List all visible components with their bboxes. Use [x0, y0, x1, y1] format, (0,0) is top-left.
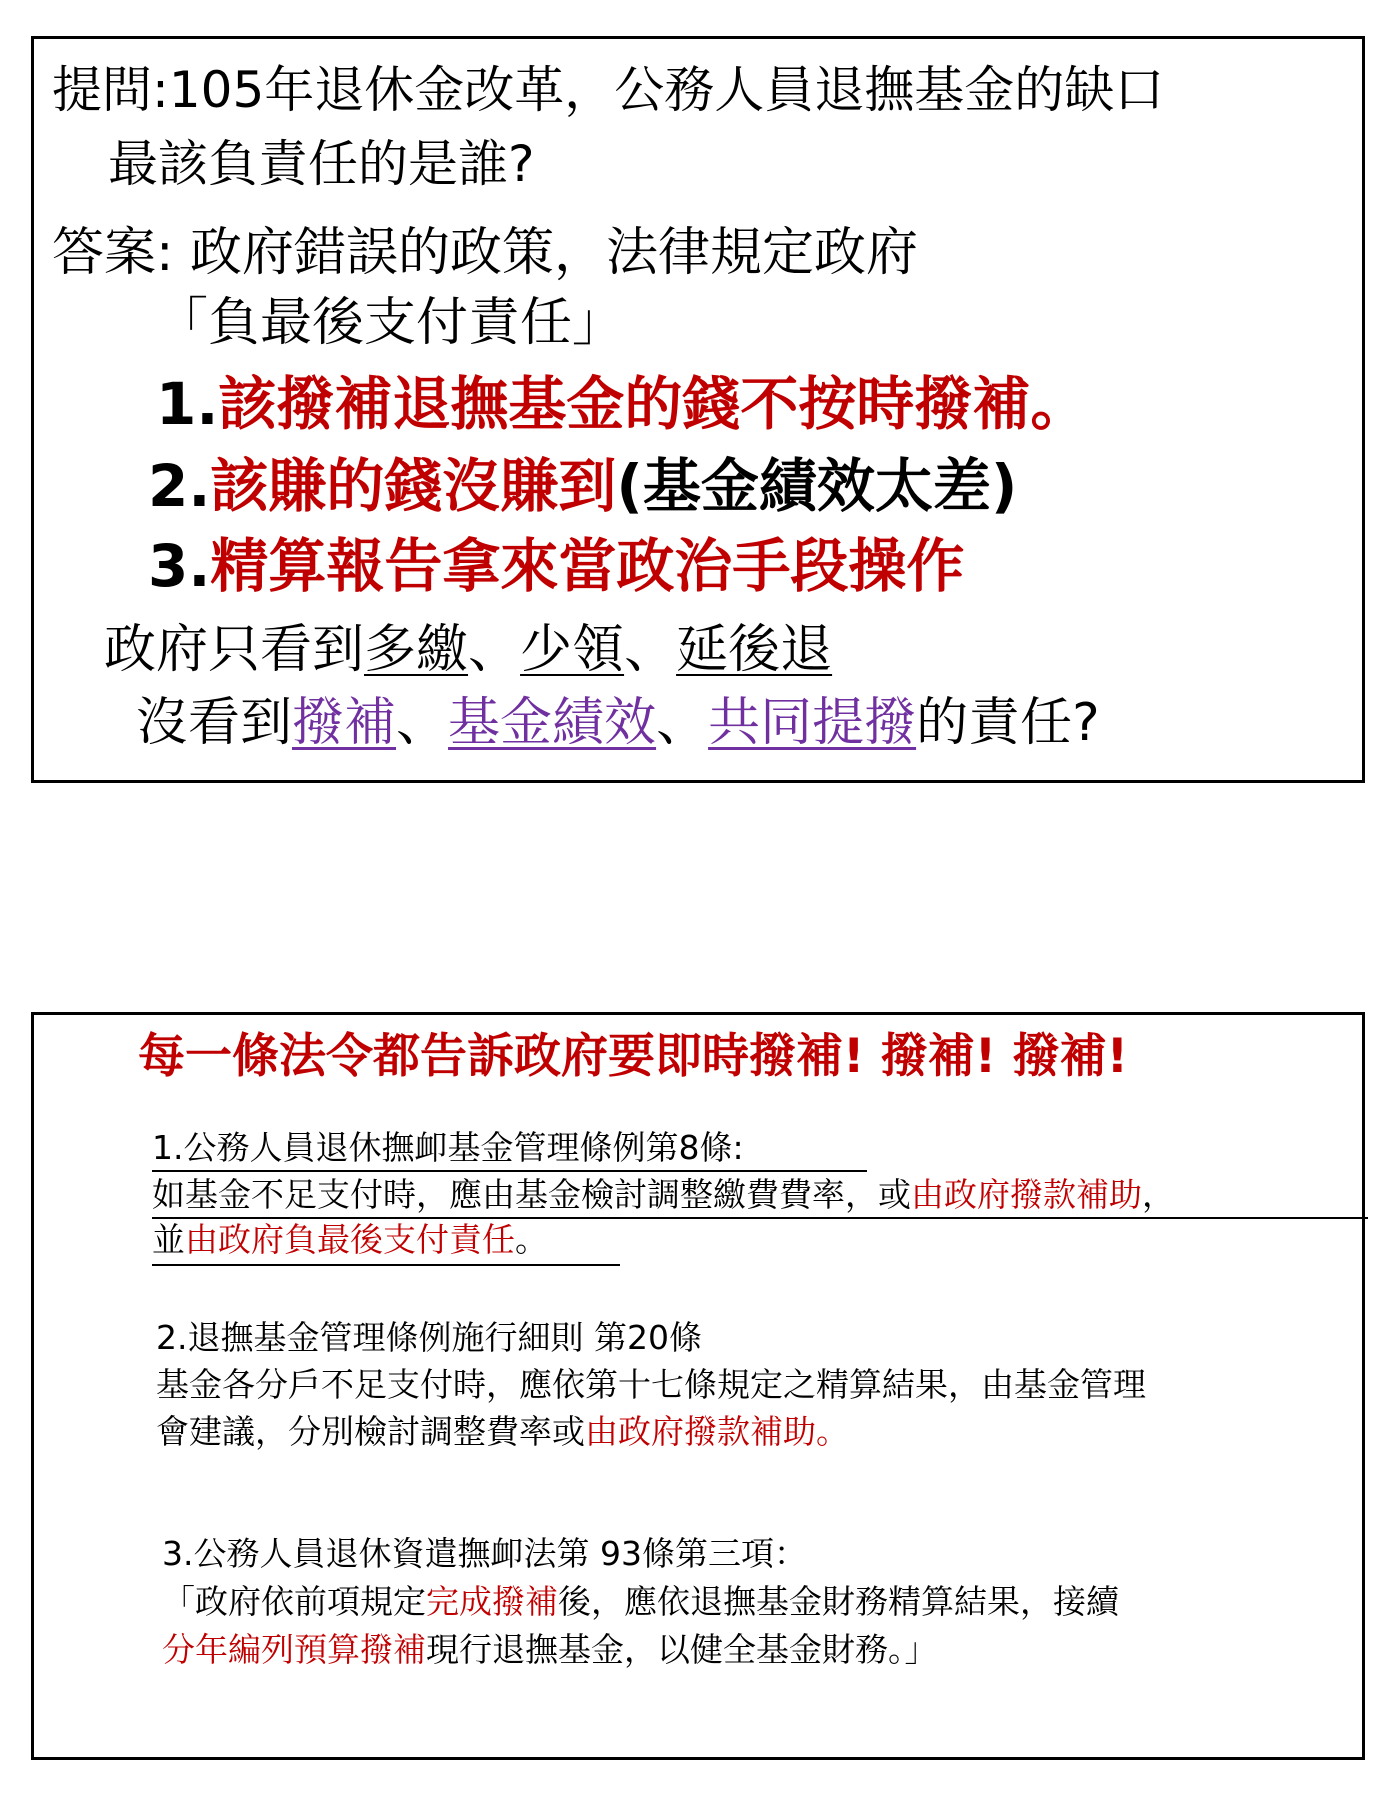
gov-sees-prefix: 政府只看到: [104, 620, 365, 680]
reason-item-1: [156, 370, 1089, 438]
law-highlight: 分年編列預算撥補: [162, 1630, 426, 1669]
separator: 、: [468, 620, 521, 680]
reason-text: 該賺的錢沒賺到: [210, 452, 617, 520]
law-3-line-1: [162, 1582, 1119, 1621]
law-3-line-2: [162, 1630, 938, 1669]
underline-rule: [152, 1217, 1368, 1219]
reason-number: 1.: [156, 370, 219, 438]
reason-item-2: [148, 452, 1018, 520]
question-text: 105年退休金改革，公務人員退撫基金的缺口: [168, 61, 1165, 119]
reason-item-3: [148, 532, 965, 600]
law-highlight: 由政府撥款補助。: [585, 1412, 849, 1451]
law-1-title: 1.公務人員退休撫卹基金管理條例第8條:: [152, 1128, 744, 1167]
question-line-2: 最該負責任的是誰?: [108, 135, 535, 193]
gov-ignores-line: [136, 693, 1100, 753]
answer-line-1: [52, 223, 919, 283]
separator: 、: [656, 693, 709, 753]
answer-line-2: 「負最後支付責任」: [156, 293, 625, 353]
law-highlight: 由政府撥款補助: [911, 1175, 1142, 1214]
law-text: 。: [515, 1220, 548, 1259]
reason-note: (基金績效太差): [616, 452, 1018, 520]
law-1-line-1: [152, 1175, 1175, 1214]
gov-ignores-term: 共同提撥: [708, 693, 917, 753]
law-highlight: 完成撥補: [426, 1582, 558, 1621]
law-highlight: 由政府負最後支付責任: [185, 1220, 515, 1259]
separator: 、: [396, 693, 449, 753]
law-text: 如基金不足支付時，應由基金檢討調整繳費費率，或: [152, 1175, 911, 1214]
law-2-line-1: 基金各分戶不足支付時，應依第十七條規定之精算結果，由基金管理: [156, 1365, 1146, 1404]
law-text: 並: [152, 1220, 185, 1259]
regulations-panel: [31, 1012, 1365, 1760]
gov-sees-term: 延後退: [676, 620, 833, 680]
question-label: 提問:: [52, 61, 169, 119]
gov-sees-term: 多繳: [364, 620, 469, 680]
underline-rule: [152, 1264, 620, 1266]
reason-text: 精算報告拿來當政治手段操作: [210, 532, 965, 600]
law-text: 「政府依前項規定: [162, 1582, 426, 1621]
law-3-title: 3.公務人員退休資遣撫卹法第 93條第三項：: [162, 1534, 807, 1573]
law-text: 現行退撫基金，以健全基金財務。」: [426, 1630, 938, 1669]
answer-text: 政府錯誤的政策，法律規定政府: [173, 223, 919, 283]
answer-label: 答案:: [52, 223, 174, 283]
law-1-line-2: [152, 1220, 548, 1259]
gov-ignores-suffix: 的責任?: [916, 693, 1100, 753]
gov-sees-term: 少領: [520, 620, 625, 680]
reason-number: 3.: [148, 532, 211, 600]
question-answer-panel: [31, 36, 1365, 783]
separator: 、: [624, 620, 677, 680]
law-2-line-2: [156, 1412, 849, 1451]
regulations-headline: 每一條法令都告訴政府要即時撥補! 撥補! 撥補!: [138, 1029, 1129, 1084]
law-text: 會建議，分別檢討調整費率或: [156, 1412, 585, 1451]
reason-number: 2.: [148, 452, 211, 520]
law-text: ，: [1142, 1175, 1175, 1214]
question-line-1: [52, 61, 1165, 119]
gov-ignores-prefix: 沒看到: [136, 693, 293, 753]
reason-text: 該撥補退撫基金的錢不按時撥補。: [218, 370, 1089, 438]
gov-ignores-term: 撥補: [292, 693, 397, 753]
gov-ignores-term: 基金績效: [448, 693, 657, 753]
gov-sees-line: [104, 620, 833, 680]
law-2-title: 2.退撫基金管理條例施行細則 第20條: [156, 1318, 702, 1357]
law-text: 後，應依退撫基金財務精算結果，接續: [558, 1582, 1119, 1621]
underline-rule: [152, 1170, 867, 1172]
